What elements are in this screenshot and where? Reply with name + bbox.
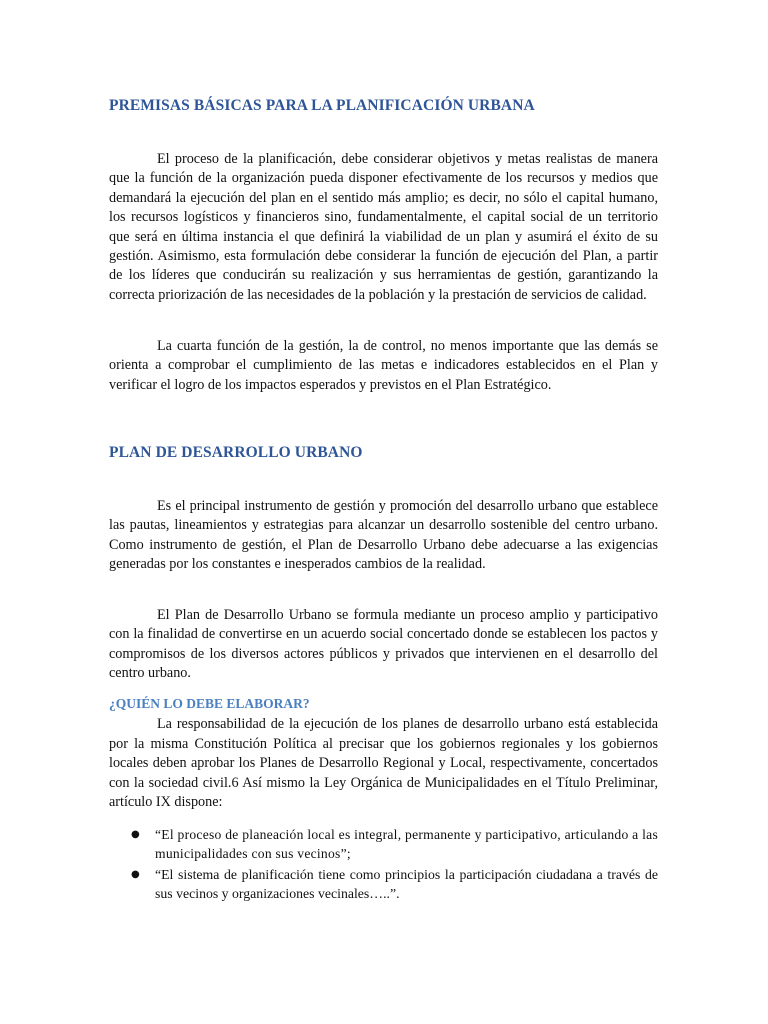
paragraph-cuarta-funcion: La cuarta función de la gestión, la de control, no menos importante que las demás se orienta a comprobar el cumplimiento de las metas e indicadores establecidos en el Plan y verificar el logro de los impactos esperados y previstos en el Plan Estratégico.: [109, 338, 658, 393]
paragraph-responsabilidad: La responsabilidad de la ejecución de los planes de desarrollo urbano está establecida por la misma Constitución Política al precisar que los gobiernos regionales y los gobiernos locales deben aprobar los Planes de Desarrollo Regional y Local, respectivamente, concertados con la sociedad civil.6 Así mismo la Ley Orgánica de Municipalidades en el Título Preliminar, artículo IX dispone:: [109, 716, 658, 811]
list-item: [109, 865, 658, 904]
section-heading-quien-elabora: ¿QUIÉN LO DEBE ELABORAR?: [109, 696, 310, 711]
bullet-list: [109, 825, 658, 905]
section-heading-plan-desarrollo: PLAN DE DESARROLLO URBANO: [109, 444, 363, 461]
section-heading-premisas: PREMISAS BÁSICAS PARA LA PLANIFICACIÓN URBANA: [109, 97, 535, 114]
paragraph-formulacion: El Plan de Desarrollo Urbano se formula mediante un proceso amplio y participativo con la finalidad de convertirse en un acuerdo social concertado donde se establecen los pactos y compromisos de los diversos actores públicos y privados que intervienen en el desarrollo del centro urbano.: [109, 607, 658, 682]
bullet-icon: ●: [131, 868, 140, 880]
list-item-text: “El proceso de planeación local es integral, permanente y participativo, articulando a las municipalidades con sus vecinos”;: [155, 827, 658, 862]
paragraph-planificacion: El proceso de la planificación, debe considerar objetivos y metas realistas de manera que la función de la organización pueda disponer efectivamente de los recursos y medios que demandará la ejecución del plan en el sentido más amplio; es decir, no sólo el capital humano, los recursos logísticos y financieros sino, fundamentalmente, el capital social de un territorio que será en última instancia el que definirá la viabilidad de un plan y asumirá el éxito de su gestión. Asimismo, esta formulación debe considerar la función de ejecución del Plan, a partir de los líderes que conducirán su realización y sus herramientas de gestión, garantizando la correcta priorización de las necesidades de la población y la prestación de servicios de calidad.: [109, 151, 658, 303]
paragraph-instrumento: Es el principal instrumento de gestión y promoción del desarrollo urbano que establece las pautas, lineamientos y estrategias para alcanzar un desarrollo sostenible del centro urbano. Como instrumento de gestión, el Plan de Desarrollo Urbano debe adecuarse a las exigencias generadas por los constantes e inesperados cambios de la realidad.: [109, 498, 658, 573]
list-item: [109, 825, 658, 864]
bullet-icon: ●: [131, 829, 140, 840]
list-item-text: “El sistema de planificación tiene como principios la participación ciudadana a través de sus vecinos y organizaciones vecinales…..”.: [155, 866, 658, 902]
